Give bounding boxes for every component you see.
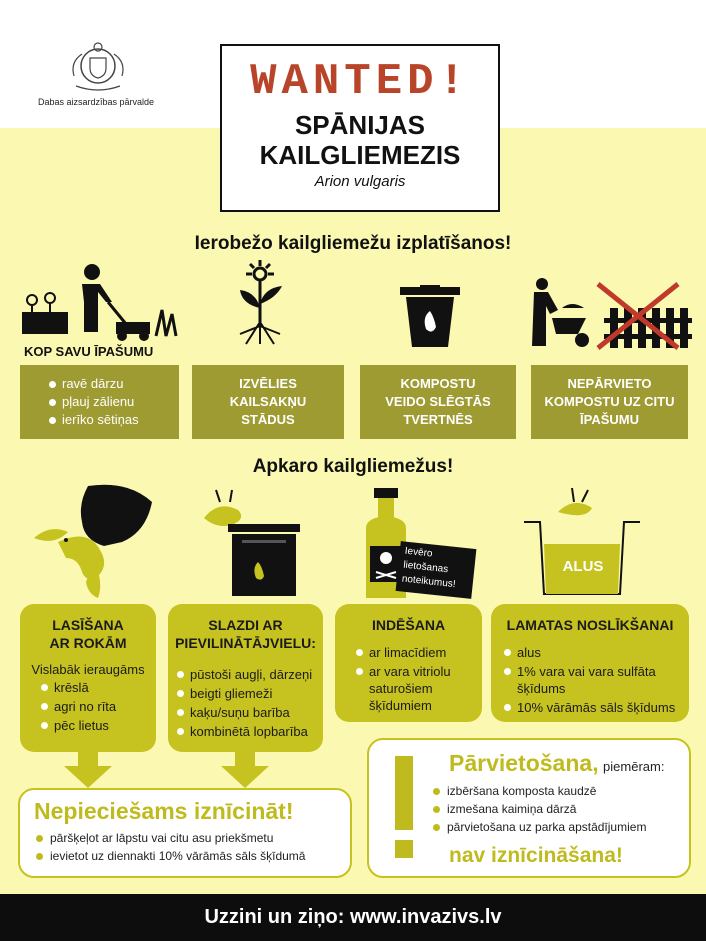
footer-bar bbox=[0, 894, 706, 941]
box-line: KOMPOSTU UZ CITU bbox=[544, 394, 675, 409]
poisoning-box bbox=[335, 604, 482, 722]
box-line: TVERTNĒS bbox=[403, 412, 473, 427]
list-item: ravē dārzu bbox=[46, 376, 179, 391]
exclamation-bar-icon bbox=[395, 756, 413, 830]
list-item: pēc lietus bbox=[38, 717, 156, 734]
hand-picking-list bbox=[38, 679, 156, 734]
destroy-list bbox=[34, 831, 350, 863]
box-title-line: SLAZDI AR bbox=[208, 617, 283, 633]
list-item: pārvietošana uz parka apstādījumiem bbox=[431, 820, 646, 834]
beer-label: ALUS bbox=[562, 558, 604, 575]
list-item: beigti gliemeži bbox=[174, 685, 323, 702]
list-item: pāršķeļot ar lāpstu vai citu asu priekšmetu bbox=[34, 831, 350, 845]
list-item: ar limacīdiem bbox=[353, 644, 469, 661]
down-arrow-icon bbox=[221, 766, 269, 788]
list-item: ierīko sētiņas bbox=[46, 412, 179, 427]
exclamation-dot-icon bbox=[395, 840, 413, 858]
gardener-mower-icon bbox=[18, 262, 188, 342]
list-item: ievietot uz diennakti 10% vārāmās sāls šķīdumā bbox=[34, 849, 350, 863]
compost-bin-icon bbox=[400, 285, 460, 347]
kop-box bbox=[20, 365, 179, 439]
latin-name: Arion vulgaris bbox=[314, 173, 406, 190]
footer-prefix: Uzzini un ziņo: bbox=[204, 906, 345, 928]
relocation-title: Pārvietošana, bbox=[449, 750, 599, 776]
box-title-line: LASĪŠANA bbox=[52, 617, 124, 633]
section2-title: Apkaro kailgliemežus! bbox=[252, 456, 454, 477]
relocation-list bbox=[431, 780, 646, 838]
no-transfer-box bbox=[531, 365, 688, 439]
list-item: pūstoši augļi, dārzeņi bbox=[174, 666, 323, 683]
trap-bin-icon bbox=[198, 488, 310, 600]
traps-list bbox=[174, 666, 323, 740]
box-line: KAILSAKŅU bbox=[229, 394, 307, 409]
list-item: ar vara vitriolu saturošiem šķīdumiem bbox=[353, 663, 469, 714]
destroy-title: Nepieciešams iznīcināt! bbox=[34, 798, 294, 824]
traps-box bbox=[168, 604, 323, 752]
box-line: IZVĒLIES bbox=[239, 376, 297, 391]
down-arrow-icon bbox=[64, 766, 112, 788]
box-title-line: PIEVILINĀTĀJVIELU: bbox=[175, 635, 316, 651]
drowning-traps-list bbox=[501, 644, 681, 716]
website-link[interactable]: www.invazivs.lv bbox=[350, 906, 502, 928]
box-line: STĀDUS bbox=[241, 412, 295, 427]
section1-title: Ierobežo kailgliemežu izplatīšanos! bbox=[194, 233, 512, 254]
box-line: KOMPOSTU bbox=[400, 376, 476, 391]
hand-picking-box bbox=[20, 604, 156, 752]
no-compost-transfer-icon bbox=[528, 278, 692, 350]
list-item: 1% vara vai vara sulfāta šķīdums bbox=[501, 663, 681, 697]
rootless-plants-box bbox=[192, 365, 344, 439]
bottle-label-line: noteikumus! bbox=[401, 573, 457, 591]
species-name-line2: KAILGLIEMEZIS bbox=[259, 140, 461, 170]
wanted-title: WANTED! bbox=[250, 57, 470, 107]
kop-list bbox=[46, 376, 179, 427]
box-line: NEPĀRVIETO bbox=[567, 376, 652, 391]
poisoning-list bbox=[353, 644, 469, 714]
kop-label: KOP SAVU ĪPAŠUMU bbox=[24, 344, 154, 359]
box-line: ĪPAŠUMU bbox=[580, 412, 639, 427]
drowning-traps-box bbox=[491, 604, 689, 722]
box-title: LAMATAS NOSLĪKŠANAI bbox=[506, 617, 674, 633]
coat-of-arms-icon bbox=[66, 36, 130, 94]
list-item: pļauj zālienu bbox=[46, 394, 179, 409]
compost-bins-box bbox=[360, 365, 516, 439]
list-item: izmešana kaimiņa dārzā bbox=[431, 802, 646, 816]
box-title-line: AR ROKĀM bbox=[49, 635, 127, 651]
agency-name: Dabas aizsardzības pārvalde bbox=[38, 97, 155, 107]
seedling-icon bbox=[232, 260, 288, 346]
box-title: INDĒŠANA bbox=[371, 617, 446, 633]
destroy-box bbox=[18, 788, 352, 878]
list-item: kaķu/suņu barība bbox=[174, 704, 323, 721]
bottle-label-line: Ievēro bbox=[404, 545, 434, 560]
arrow-stem bbox=[78, 752, 98, 766]
relocation-box bbox=[367, 738, 691, 878]
bottle-label bbox=[396, 541, 477, 599]
relocation-subtitle: piemēram: bbox=[603, 759, 665, 774]
wanted-poster bbox=[220, 44, 500, 212]
species-name-line1: SPĀNIJAS bbox=[294, 110, 426, 140]
list-item: agri no rīta bbox=[38, 698, 156, 715]
list-item: alus bbox=[501, 644, 681, 661]
list-item: krēslā bbox=[38, 679, 156, 696]
list-item: kombinētā lopbarība bbox=[174, 723, 323, 740]
bottle-label-line: lietošanas bbox=[402, 559, 449, 576]
box-lead: Vislabāk ieraugāms bbox=[31, 662, 145, 677]
arrow-stem bbox=[235, 752, 255, 766]
relocation-warning: nav iznīcināšana! bbox=[449, 844, 623, 867]
hand-picking-slug-icon bbox=[28, 482, 168, 600]
box-line: VEIDO SLĒGTĀS bbox=[385, 394, 491, 409]
list-item: 10% vārāmās sāls šķīdums bbox=[501, 699, 681, 716]
beer-trap-icon bbox=[520, 486, 644, 596]
list-item: izbēršana komposta kaudzē bbox=[431, 784, 646, 798]
